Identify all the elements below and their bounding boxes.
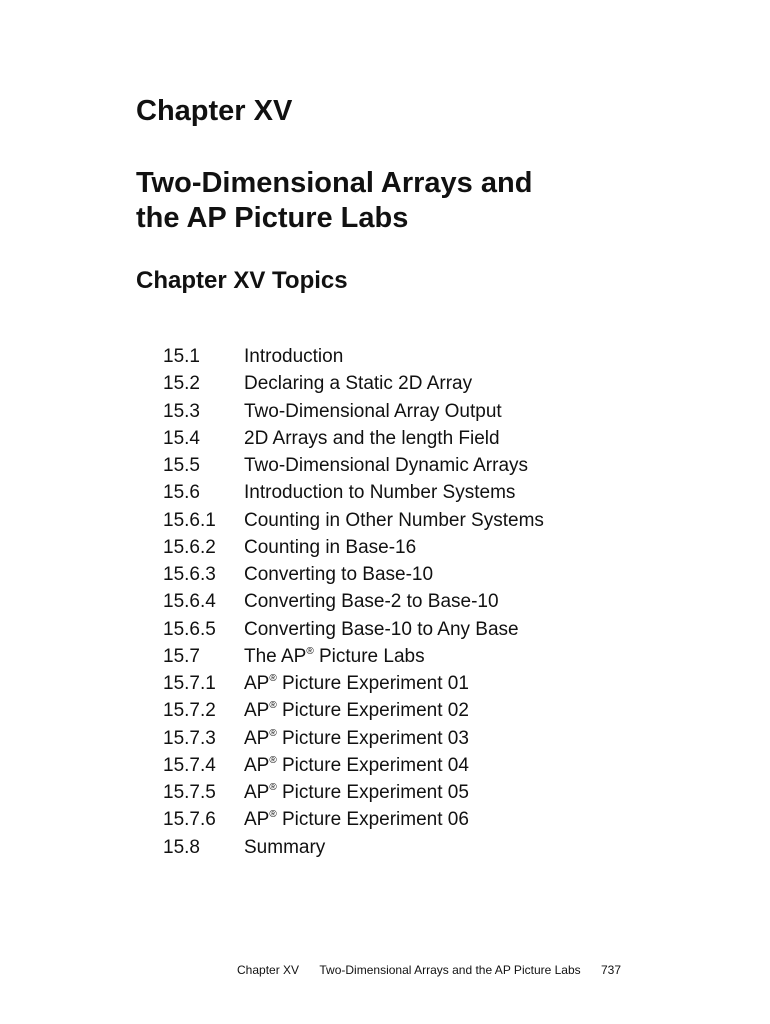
toc-item-title: Two-Dimensional Dynamic Arrays — [244, 455, 529, 476]
toc-item-title: Converting Base-2 to Base-10 — [244, 591, 499, 613]
toc-item-number: 15.7.2 — [163, 700, 216, 722]
chapter-label: Chapter XV — [136, 95, 293, 127]
toc-item-title: 2D Arrays and the length Field — [244, 427, 500, 449]
toc-item-title-before: AP — [244, 673, 270, 694]
toc-item-number: 15.7.4 — [163, 754, 216, 776]
toc-item-number: 15.6.4 — [163, 591, 216, 613]
toc-item-number: 15.2 — [163, 373, 200, 395]
toc-item-number: 15.7.6 — [163, 809, 216, 831]
toc-item-number: 15.7 — [163, 645, 200, 667]
toc-item-title: Counting in Base-16 — [244, 536, 417, 558]
toc-item-number: 15.5 — [163, 455, 200, 476]
toc-item-title: Counting in Other Number Systems — [244, 509, 544, 531]
chapter-title — [136, 166, 656, 236]
toc-item-number: 15.6.2 — [163, 536, 216, 558]
toc-item — [163, 425, 544, 452]
toc-item-title-after: Picture Experiment 05 — [276, 782, 469, 803]
toc-item-title-after: Picture Experiment 02 — [276, 700, 469, 722]
toc-item-title: Two-Dimensional Array Output — [244, 400, 502, 422]
toc-item — [163, 697, 544, 724]
toc-item-title: Introduction to Number Systems — [244, 482, 516, 504]
footer-chapter: Chapter XV — [237, 963, 300, 977]
toc-item — [163, 779, 544, 806]
toc-item-title — [244, 779, 469, 806]
table-of-contents — [163, 343, 544, 861]
toc-item-number: 15.6 — [163, 482, 200, 504]
toc-item-title-before: AP — [244, 700, 270, 722]
toc-item — [163, 534, 544, 561]
registered-mark: ® — [269, 727, 277, 739]
toc-item — [163, 398, 544, 425]
toc-item-title-after: Picture Experiment 03 — [276, 727, 469, 749]
toc-item — [163, 452, 544, 479]
toc-item-title — [244, 697, 469, 724]
toc-item-number: 15.6.1 — [163, 509, 216, 531]
toc-item-number: 15.6.5 — [163, 618, 216, 640]
footer-title: Two-Dimensional Arrays and the AP Picture Labs — [319, 963, 581, 977]
toc-item-title — [244, 752, 469, 779]
toc-item-number: 15.6.3 — [163, 564, 216, 585]
toc-item-title — [244, 806, 469, 833]
toc-item-title-before: AP — [244, 727, 270, 749]
toc-item — [163, 343, 544, 370]
registered-mark: ® — [269, 809, 277, 821]
toc-item-number: 15.3 — [163, 400, 200, 422]
registered-mark: ® — [269, 782, 277, 793]
toc-item — [163, 670, 544, 697]
toc-item-number: 15.7.5 — [163, 782, 216, 803]
toc-item-number: 15.4 — [163, 427, 200, 449]
toc-item-number: 15.8 — [163, 836, 200, 858]
registered-mark: ® — [269, 754, 277, 766]
toc-item-title-before: AP — [244, 754, 270, 776]
toc-item-title: Converting to Base-10 — [244, 564, 434, 585]
toc-item-title — [244, 725, 469, 752]
toc-item-title: Declaring a Static 2D Array — [244, 373, 473, 395]
toc-item-title-before: AP — [244, 809, 270, 831]
toc-item-title: Introduction — [244, 346, 344, 367]
toc-item — [163, 370, 544, 397]
chapter-title-line: Two-Dimensional Arrays and — [136, 167, 533, 199]
page-footer — [237, 962, 621, 978]
toc-item-number: 15.1 — [163, 346, 200, 367]
toc-item — [163, 834, 544, 861]
registered-mark: ® — [306, 645, 314, 657]
toc-item-title: Converting Base-10 to Any Base — [244, 618, 519, 640]
toc-item — [163, 616, 544, 643]
toc-item — [163, 507, 544, 534]
toc-item-title-after: Picture Experiment 04 — [276, 754, 469, 776]
toc-item — [163, 806, 544, 833]
toc-item-title — [244, 670, 469, 697]
toc-item — [163, 479, 544, 506]
toc-item-title-after: Picture Labs — [313, 645, 425, 667]
toc-item-number: 15.7.1 — [163, 673, 216, 694]
toc-item-title-after: Picture Experiment 01 — [276, 673, 469, 694]
chapter-title-line: the AP Picture Labs — [136, 202, 409, 234]
toc-item — [163, 588, 544, 615]
toc-item-title-before: AP — [244, 782, 270, 803]
toc-item-title: Summary — [244, 836, 326, 858]
toc-item-title — [244, 643, 425, 670]
page-number: 737 — [600, 963, 622, 977]
toc-item — [163, 561, 544, 588]
toc-item-title-after: Picture Experiment 06 — [276, 809, 469, 831]
topics-heading: Chapter XV Topics — [136, 267, 348, 294]
toc-item — [163, 752, 544, 779]
toc-item — [163, 643, 544, 670]
toc-item-title-before: The AP — [244, 645, 307, 667]
registered-mark: ® — [269, 673, 277, 684]
toc-item-number: 15.7.3 — [163, 727, 216, 749]
registered-mark: ® — [269, 700, 277, 712]
toc-item — [163, 725, 544, 752]
